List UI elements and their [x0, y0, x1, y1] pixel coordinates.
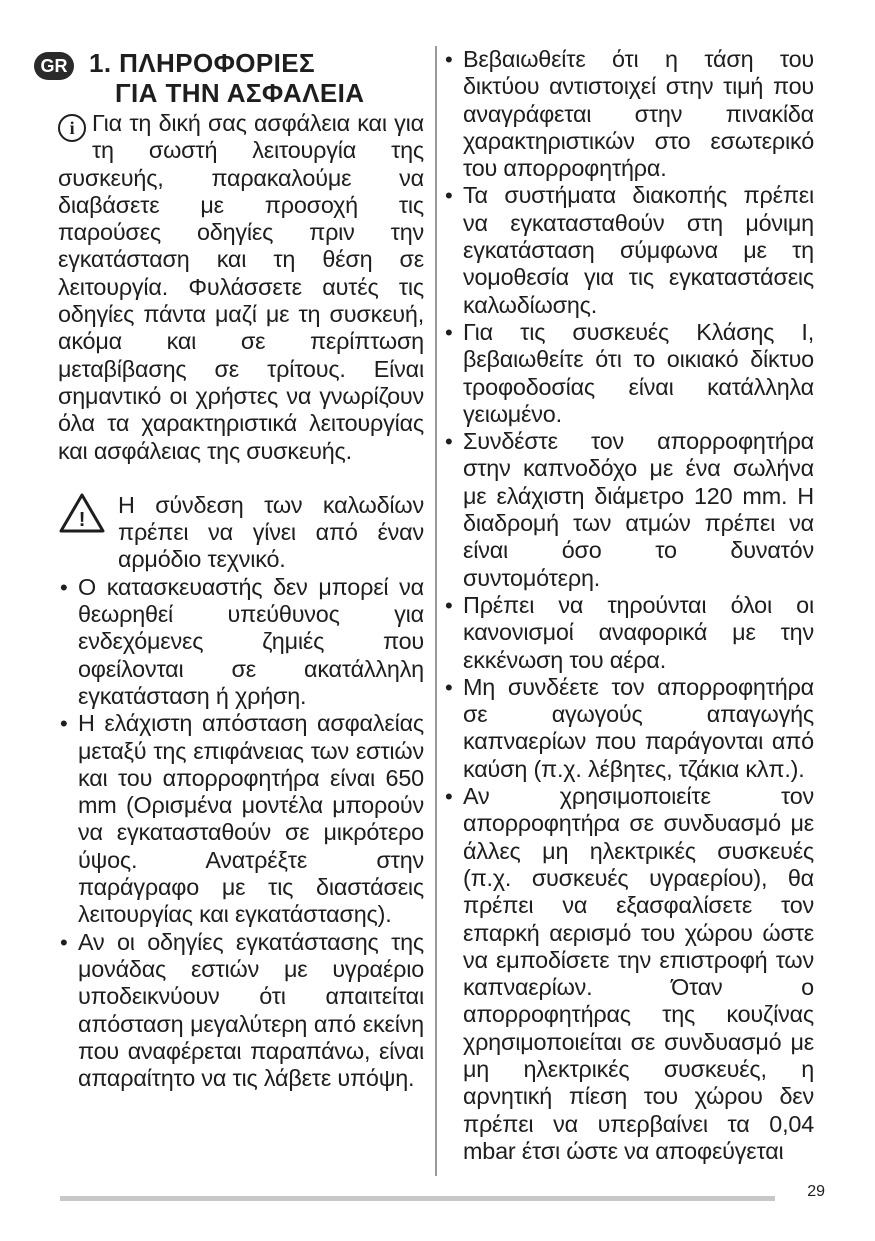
right-bullet-list	[443, 46, 814, 1165]
section-heading	[89, 48, 364, 108]
left-bullet-list	[58, 574, 424, 1093]
list-item: • Μη συνδέετε τον απορροφητήρα σε αγωγούς απαγωγής καπναερίων που παράγονται από καύση (π.χ. λέβητες, τζάκια κλπ.).	[443, 674, 814, 783]
right-column	[443, 46, 814, 1165]
list-item: • Πρέπει να τηρούνται όλοι οι κανονισμοί αναφορικά με την εκκένωση του αέρα.	[443, 592, 814, 674]
warning-block	[58, 492, 424, 574]
section-heading-row	[40, 46, 424, 108]
warning-triangle-icon	[58, 492, 106, 534]
list-item: • Ο κατασκευαστής δεν μπορεί να θεωρηθεί υπεύθυνος για ενδεχόμενες ζημιές που οφείλονται σε ακατάλληλη εγκατάσταση ή χρήση.	[58, 574, 424, 710]
list-item: • Συνδέστε τον απορροφητήρα στην καπνοδόχο με ένα σωλήνα με ελάχιστη διάμετρο 120 mm. Η διαδρομή των ατμών πρέπει να είναι όσο το δυνατόν συντομότερη.	[443, 428, 814, 592]
list-item: • Τα συστήματα διακοπής πρέπει να εγκατασταθούν στη μόνιμη εγκατάσταση σύμφωνα με τη νομοθεσία για τις εγκαταστάσεις καλωδίωσης.	[443, 182, 814, 318]
column-divider	[435, 46, 437, 1176]
footer-rule	[60, 1196, 775, 1201]
page-number: 29	[807, 1183, 825, 1200]
intro-text: Για τη δική σας ασφάλεια και για τη σωστή λειτουργία της συσκευής, παρακαλούμε να διαβάσετε με προσοχή τις παρούσες οδηγίες πριν την εγκατάσταση και τη θέση σε λειτουργία. Φυλάσσετε αυτές τις οδηγίες πάντα μαζί με τη συσκευή, ακόμα και σε περίπτωση μεταβίβασης σε τρίτους. Είναι σημαντικό οι χρήστες να γνωρίζουν όλα τα χαρακτηριστικά λειτουργίας και ασφάλειας της συσκευής.	[58, 110, 424, 464]
info-icon: i	[58, 114, 86, 142]
heading-line-2: ΓΙΑ ΤΗΝ ΑΣΦΑΛΕΙΑ	[115, 78, 365, 108]
list-item: • Βεβαιωθείτε ότι η τάση του δικτύου αντιστοιχεί στην τιμή που αναγράφεται στην πινακίδα χαρακτηριστικών στο εσωτερικό του απορροφητήρα.	[443, 46, 814, 182]
warning-glyph: !	[78, 508, 86, 531]
warning-text: Η σύνδεση των καλωδίων πρέπει να γίνει από έναν αρμόδιο τεχνικό.	[118, 491, 424, 573]
left-column	[40, 46, 424, 1092]
language-badge: GR	[34, 52, 74, 80]
list-item: • Η ελάχιστη απόσταση ασφαλείας μεταξύ της επιφάνειας των εστιών και του απορροφητήρα είναι 650 mm (Ορισμένα μοντέλα μπορούν να εγκατασταθούν σε μικρότερο ύψος. Ανατρέξτε στην παράγραφο με τις διαστάσεις λειτουργίας και εγκατάστασης).	[58, 710, 424, 928]
list-item: • Για τις συσκευές Κλάσης Ι, βεβαιωθείτε ότι το οικιακό δίκτυο τροφοδοσίας είναι κατάλληλα γειωμένο.	[443, 319, 814, 428]
intro-paragraph	[58, 110, 424, 465]
list-item: • Αν χρησιμοποιείτε τον απορροφητήρα σε συνδυασμό με άλλες μη ηλεκτρικές συσκευές (π.χ. συσκευές υγραερίου), θα πρέπει να εξασφαλίσετε τον επαρκή αερισμό του χώρου ώστε να εμποδίσετε την επιστροφή των καπναερίων. Όταν ο απορροφητήρας της κουζίνας χρησιμοποιείται σε συνδυασμό με μη ηλεκτρικές συσκευές, η αρνητική πίεση του χώρου δεν πρέπει να υπερβαίνει τα 0,04 mbar έτσι ώστε να αποφεύγεται	[443, 783, 814, 1165]
list-item: • Αν οι οδηγίες εγκατάστασης της μονάδας εστιών με υγραέριο υποδεικνύουν ότι απαιτείται απόσταση μεγαλύτερη από εκείνη που αναφέρεται παραπάνω, είναι απαραίτητο να τις λάβετε υπόψη.	[58, 929, 424, 1093]
heading-line-1: 1. ΠΛΗΡΟΦΟΡΙΕΣ	[89, 48, 316, 78]
